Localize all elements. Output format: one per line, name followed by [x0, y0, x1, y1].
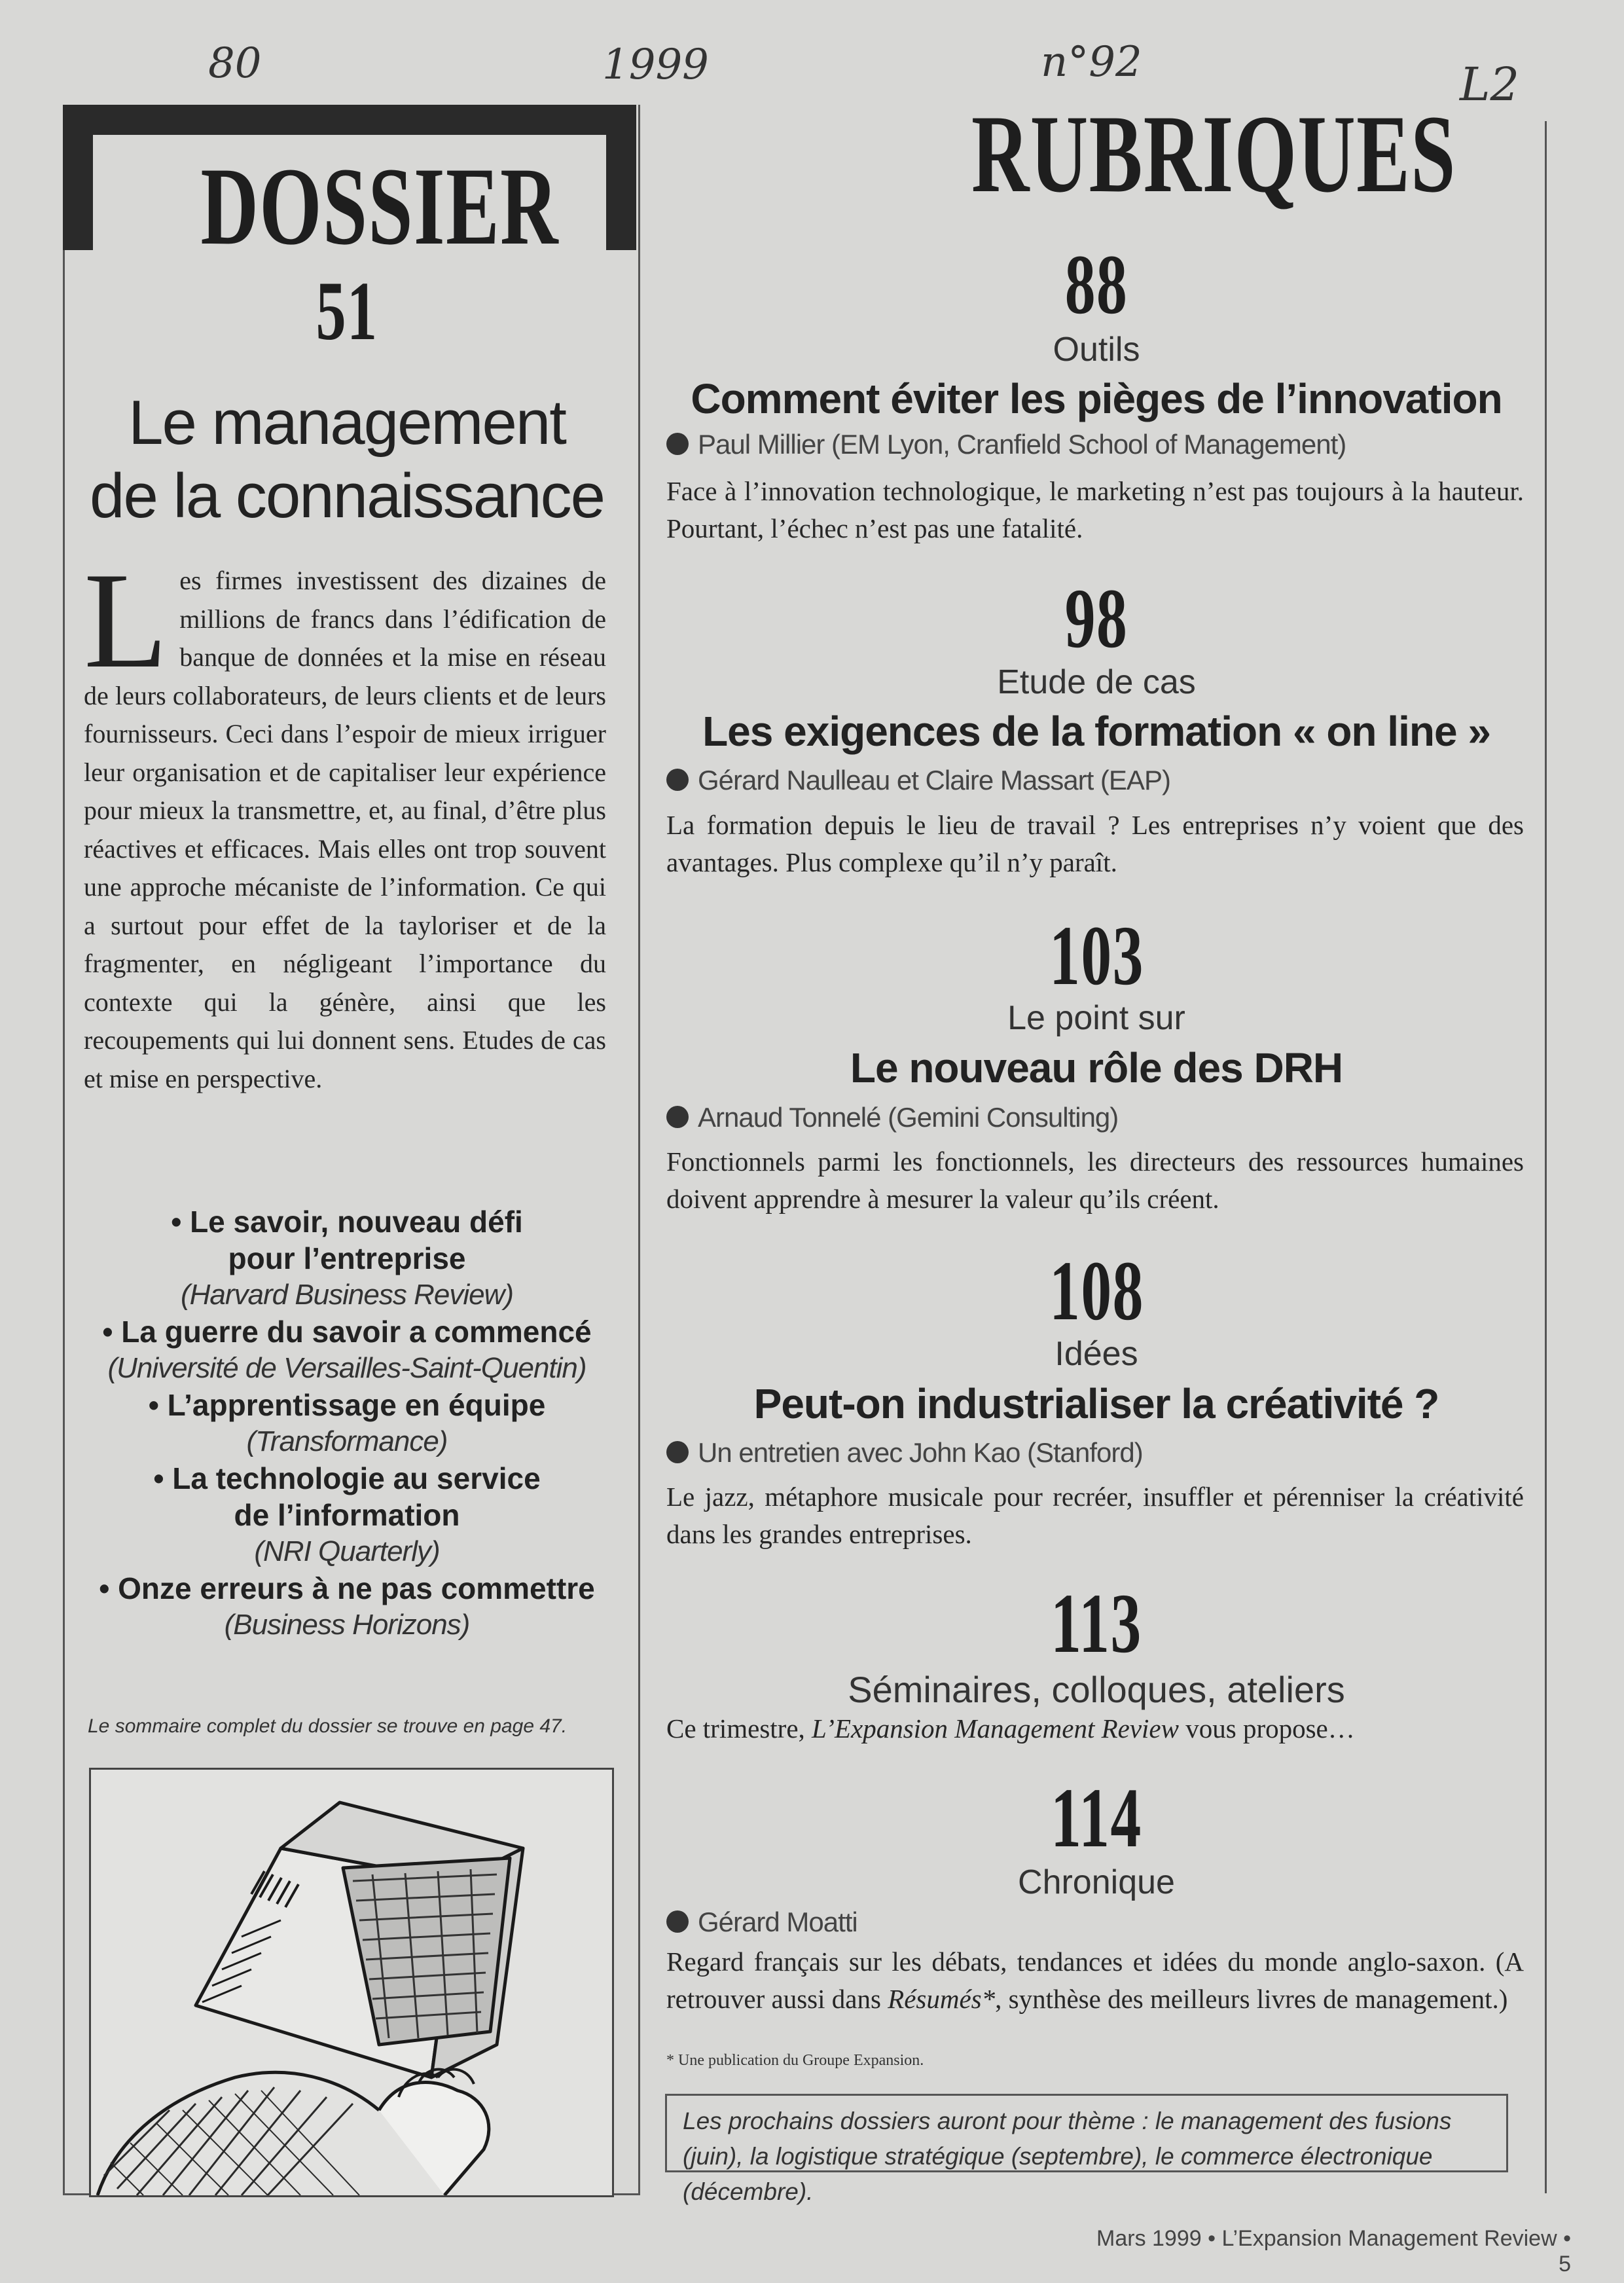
- bullet-dot-icon: [666, 433, 689, 455]
- section-description: Fonctionnels parmi les fonctionnels, les directeurs des ressources humaines doivent apprendre à mesurer la valeur qu’ils créent.: [666, 1146, 1524, 1214]
- dossier-article[interactable]: [72, 1460, 622, 1570]
- section-number-text: 98: [1064, 572, 1128, 666]
- section-author: [666, 1102, 1530, 1133]
- dossier-article-source: (Université de Versailles-Saint-Quentin): [107, 1352, 586, 1384]
- section-author-text: Gérard Naulleau et Claire Massart (EAP): [698, 765, 1170, 795]
- handwritten-note: 80: [208, 39, 262, 88]
- illustration-drawing: [91, 1770, 612, 2195]
- dossier-headline-line1: Le management: [128, 388, 566, 458]
- section-number-text: 114: [1051, 1771, 1142, 1865]
- dossier-article[interactable]: [72, 1313, 622, 1387]
- bullet-dot-icon: [666, 1910, 689, 1933]
- dossier-article-title: • Le savoir, nouveau défi: [171, 1205, 523, 1239]
- section-author: [666, 1907, 1530, 1938]
- dossier-article-list: [72, 1203, 622, 1643]
- page-footer: Mars 1999 • L’Expansion Management Review • 5: [1096, 2226, 1571, 2276]
- section-page-number: [933, 1771, 1260, 1865]
- section-description: [666, 1710, 1524, 1747]
- drop-cap: L: [84, 545, 168, 697]
- section-author-text: Arnaud Tonnelé (Gemini Consulting): [698, 1102, 1119, 1133]
- dossier-page-number: 51: [316, 265, 378, 357]
- section-number-text: 88: [1064, 238, 1128, 332]
- dossier-article[interactable]: [72, 1387, 622, 1460]
- bullet-dot-icon: [666, 1441, 689, 1463]
- section-headline[interactable]: Peut-on industrialiser la créativité ?: [753, 1380, 1439, 1427]
- section-category: Outils: [1053, 331, 1140, 369]
- section-category: Idées: [1055, 1335, 1138, 1373]
- rubriques-title: RUBRIQUES: [971, 92, 1456, 215]
- dossier-top-bar: [63, 105, 636, 135]
- dossier-headline-line2: de la connaissance: [90, 461, 604, 531]
- dossier-article-title: • La technologie au service: [153, 1461, 541, 1495]
- section-page-number: [933, 909, 1260, 1003]
- section-description: [666, 1943, 1524, 2018]
- section-author-text: Paul Millier (EM Lyon, Cranfield School of Management): [698, 429, 1346, 460]
- section-description: Le jazz, métaphore musicale pour recréer, insuffler et pérenniser la créativité dans les grandes entreprises.: [666, 1482, 1524, 1549]
- section-headline[interactable]: Les exigences de la formation « on line »: [702, 708, 1490, 755]
- next-dossiers-text: Les prochains dossiers auront pour thème : le management des fusions (juin), la logistique stratégique (septembre), le commerce électronique (décembre).: [683, 2108, 1452, 2205]
- section-number-text: 108: [1049, 1244, 1144, 1338]
- dossier-number-wrap: [249, 265, 445, 357]
- dossier-left-bar: [63, 105, 93, 250]
- dossier-article-source: (Business Horizons): [224, 1609, 470, 1641]
- dossier-title-wrap: [131, 145, 559, 268]
- publication-name: Résumés*: [888, 1984, 996, 2014]
- dossier-article[interactable]: [72, 1203, 622, 1313]
- section-page-number: [933, 1577, 1260, 1671]
- section-author-text: Un entretien avec John Kao (Stanford): [698, 1437, 1143, 1468]
- handwritten-issue: n°92: [1041, 38, 1142, 86]
- description-text: , synthèse des meilleurs livres de management.): [995, 1984, 1508, 2014]
- section-author: [666, 765, 1530, 796]
- section-number-text: 103: [1049, 909, 1144, 1003]
- section-category: Etude de cas: [997, 663, 1196, 701]
- section-category: Le point sur: [1007, 999, 1185, 1037]
- next-dossiers-box: [665, 2094, 1508, 2205]
- description-text: vous propose…: [1178, 1713, 1355, 1744]
- dossier-article[interactable]: [72, 1570, 622, 1643]
- dossier-intro-text: es firmes investissent des dizaines de millions de francs dans l’édification de banque de données et la mise en réseau de leurs collaborateurs, de leurs clients et de leurs fournisseurs. Ceci dans l’espoir de mieux irriguer leur organisation et de capitaliser leur expérience pour mieux la transmettre, et, au final, d’être plus réactives et efficaces. Mais elles ont trop souvent une approche mécaniste de l’information. Ce qui a surtout pour effet de la tayloriser et de la fragmenter, en négligeant l’importance du contexte qui la génère, ainsi que les recoupements qui lui donnent sens. Etudes de cas et mise en perspective.: [84, 566, 606, 1093]
- section-description: La formation depuis le lieu de travail ? Les entreprises n’y voient que des avantages. Plus complexe qu’il n’y paraît.: [666, 810, 1524, 877]
- handwritten-year: 1999: [602, 41, 709, 89]
- section-author-text: Gérard Moatti: [698, 1907, 857, 1937]
- dossier-right-bar: [606, 105, 636, 250]
- bullet-dot-icon: [666, 1106, 689, 1128]
- section-page-number: [933, 1244, 1260, 1338]
- dossier-summary-note: Le sommaire complet du dossier se trouve en page 47.: [88, 1715, 568, 1737]
- bullet-dot-icon: [666, 769, 689, 791]
- section-author: [666, 1437, 1530, 1469]
- dossier-article-title: • La guerre du savoir a commencé: [102, 1315, 592, 1349]
- section-number-text: 113: [1051, 1577, 1142, 1671]
- section-page-number: [933, 572, 1260, 666]
- dossier-article-source: (Transformance): [246, 1425, 448, 1457]
- dossier-title: DOSSIER: [200, 145, 559, 268]
- section-page-number: [933, 238, 1260, 332]
- dossier-article-title-cont: pour l’entreprise: [228, 1241, 466, 1275]
- description-text: Ce trimestre,: [666, 1713, 812, 1744]
- dossier-article-title-cont: de l’information: [234, 1498, 460, 1532]
- section-category: Séminaires, colloques, ateliers: [848, 1669, 1345, 1710]
- dossier-headline: [72, 386, 622, 533]
- dossier-article-source: (NRI Quarterly): [254, 1535, 440, 1567]
- section-category: Chronique: [1018, 1863, 1175, 1901]
- column-rule: [1545, 121, 1547, 2193]
- section-description: Face à l’innovation technologique, le marketing n’est pas toujours à la hauteur. Pourtant, l’échec n’est pas une fatalité.: [666, 476, 1524, 543]
- handwritten-code: L2: [1460, 58, 1520, 111]
- section-headline[interactable]: Comment éviter les pièges de l’innovation: [691, 375, 1502, 422]
- footnote: * Une publication du Groupe Expansion.: [666, 2052, 924, 2069]
- section-headline[interactable]: Le nouveau rôle des DRH: [850, 1044, 1343, 1091]
- section-author: [666, 429, 1530, 460]
- illustration-person-reading-computer: [89, 1768, 614, 2197]
- dossier-article-source: (Harvard Business Review): [180, 1279, 514, 1311]
- rubriques-title-wrap: [877, 92, 1456, 215]
- dossier-article-title: • L’apprentissage en équipe: [148, 1388, 546, 1422]
- publication-name: L’Expansion Management Review: [812, 1713, 1179, 1744]
- dossier-article-title: • Onze erreurs à ne pas commettre: [99, 1571, 595, 1605]
- description-text: Regard français sur les débats, tendances et idées du monde anglo-saxon. (A retrouver aussi dans: [666, 1946, 1524, 2014]
- dossier-intro: [84, 545, 606, 1098]
